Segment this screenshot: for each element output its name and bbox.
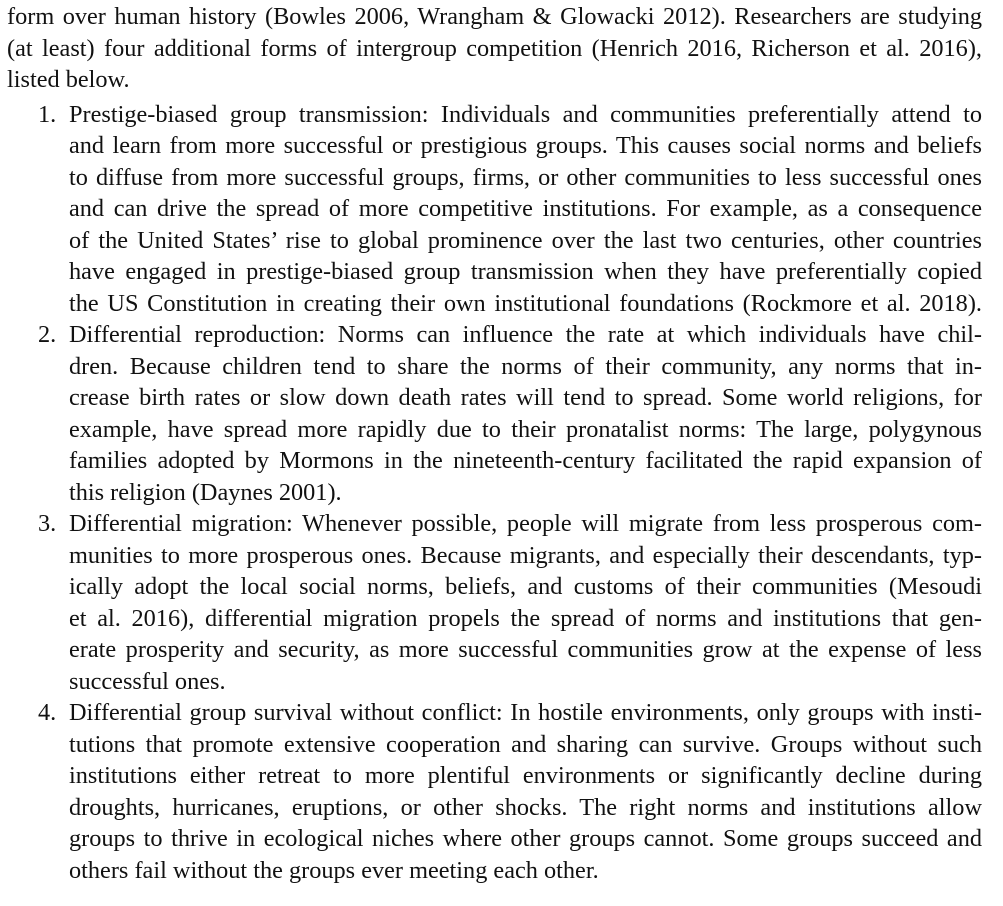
list-item-line: droughts, hurricanes, eruptions, or other shocks. The right norms and institutions allow	[69, 793, 982, 821]
intro-line: listed below.	[7, 66, 130, 93]
list-item-line: and learn from more successful or prestigious groups. This causes social norms and beliefs	[69, 132, 982, 159]
list-item-number: 4.	[38, 699, 57, 726]
intro-line: form over human history (Bowles 2006, Wrangham & Glowacki 2012). Researchers are studying	[7, 3, 982, 30]
list-item-line: Differential migration: Whenever possible, people will migrate from less prosperous com-	[69, 510, 982, 537]
list-item-line: Prestige-biased group transmission: Individuals and communities preferentially attend to	[69, 100, 982, 128]
list-item	[7, 319, 982, 508]
list-item-line: erate prosperity and security, as more successful communities grow at the expense of less	[69, 636, 982, 663]
list-item-line: example, have spread more rapidly due to their pronatalist norms: The large, polygynous	[69, 415, 982, 443]
list-item-line: munities to more prosperous ones. Because migrants, and especially their descendants, typ-	[69, 541, 982, 569]
list-item-line: to diffuse from more successful groups, firms, or other communities to less successful ones	[69, 163, 982, 191]
intro-line: (at least) four additional forms of intergroup competition (Henrich 2016, Richerson et al. 2016),	[7, 34, 982, 62]
document-page	[7, 0, 982, 886]
list-item-line: others fail without the groups ever meeting each other.	[69, 856, 599, 884]
list-item-line: Differential group survival without conflict: In hostile environments, only groups with insti-	[69, 699, 982, 726]
list-item-number: 1.	[38, 100, 57, 128]
list-item-line: et al. 2016), differential migration propels the spread of norms and institutions that gen-	[69, 604, 982, 632]
list-item-line: have engaged in prestige-biased group transmission when they have preferentially copied	[69, 258, 982, 285]
numbered-list	[7, 99, 982, 887]
list-item-line: Differential reproduction: Norms can influence the rate at which individuals have chil-	[69, 321, 982, 348]
list-item-line: of the United States’ rise to global prominence over the last two centuries, other countries	[69, 226, 982, 254]
list-item-line: crease birth rates or slow down death rates will tend to spread. Some world religions, for	[69, 384, 982, 411]
list-item-line: and can drive the spread of more competitive institutions. For example, as a consequence	[69, 195, 982, 222]
list-item	[7, 697, 982, 886]
intro-paragraph	[7, 1, 982, 96]
list-item-line: this religion (Daynes 2001).	[69, 478, 342, 506]
list-item-line: the US Constitution in creating their own institutional foundations (Rockmore et al. 2018).	[69, 289, 982, 317]
list-item-number: 2.	[38, 321, 57, 348]
list-item-line: ically adopt the local social norms, beliefs, and customs of their communities (Mesoudi	[69, 573, 982, 600]
list-item	[7, 508, 982, 697]
list-item-line: institutions either retreat to more plentiful environments or significantly decline during	[69, 762, 982, 789]
list-item-line: successful ones.	[69, 667, 226, 695]
list-item-line: tutions that promote extensive cooperation and sharing can survive. Groups without such	[69, 730, 982, 758]
list-item-line: families adopted by Mormons in the nineteenth-century facilitated the rapid expansion of	[69, 447, 982, 474]
list-item-line: dren. Because children tend to share the norms of their community, any norms that in-	[69, 352, 982, 380]
list-item	[7, 99, 982, 320]
list-item-line: groups to thrive in ecological niches where other groups cannot. Some groups succeed and	[69, 825, 982, 852]
list-item-number: 3.	[38, 510, 57, 537]
